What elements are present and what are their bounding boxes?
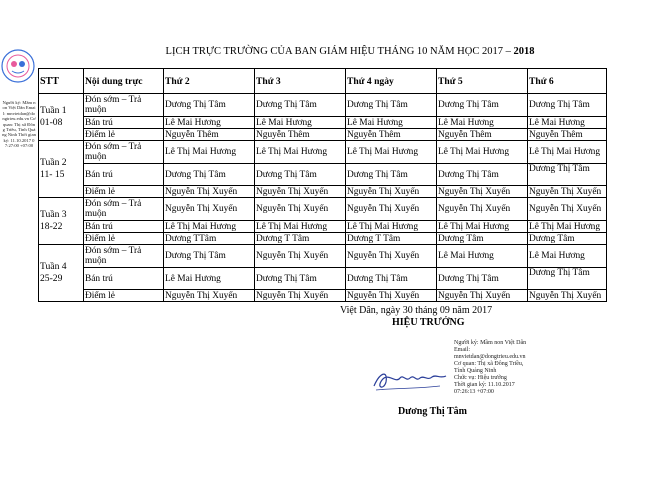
duty-cell: Lê Thị Mai Hương bbox=[164, 141, 255, 164]
duty-cell: Dương Thị Tâm bbox=[528, 268, 607, 290]
duty-cell: Dương Thị Tâm bbox=[255, 268, 346, 290]
duty-schedule-table bbox=[38, 68, 607, 302]
duty-cell: Dương T Tâm bbox=[346, 233, 437, 245]
table-row bbox=[39, 164, 607, 186]
table-row bbox=[39, 186, 607, 198]
sig-line: Tỉnh Quảng Ninh bbox=[454, 368, 497, 374]
week-cell bbox=[39, 198, 84, 245]
duty-cell: Dương Thị Tâm bbox=[164, 94, 255, 117]
duty-cell: Nguyễn Thị Xuyến bbox=[437, 198, 528, 221]
duty-cell: Dương Thị Tâm bbox=[164, 164, 255, 186]
sig-line: 07:26:13 +07:00 bbox=[454, 389, 494, 395]
duty-cell: Nguyễn Thị Xuyến bbox=[255, 198, 346, 221]
duty-cell: Lê Thị Mai Hương bbox=[346, 221, 437, 233]
table-row bbox=[39, 141, 607, 164]
duty-cell: Nguyễn Thị Xuyến bbox=[437, 186, 528, 198]
school-logo-icon bbox=[0, 48, 36, 84]
sig-line: Người ký: Mầm non Việt Dân bbox=[454, 340, 527, 346]
header-task: Nội dung trực bbox=[84, 69, 164, 94]
duty-cell: Lê Mai Hương bbox=[437, 117, 528, 129]
digital-signature-info bbox=[454, 340, 614, 396]
duty-cell: Lê Mai Hương bbox=[255, 117, 346, 129]
duty-cell: Dương Thị Tâm bbox=[346, 164, 437, 186]
duty-cell: Nguyễn Thị Xuyến bbox=[164, 198, 255, 221]
duty-cell: Lê Mai Hương bbox=[528, 117, 607, 129]
duty-cell: Nguyễn Thị Xuyến bbox=[346, 186, 437, 198]
duty-cell: Dương Thị Tâm bbox=[255, 164, 346, 186]
duty-cell: Lê Mai Hương bbox=[437, 245, 528, 268]
table-row bbox=[39, 268, 607, 290]
task-cell: Đón sớm – Trả muộn bbox=[84, 94, 164, 117]
duty-cell: Lê Thị Mai Hương bbox=[528, 221, 607, 233]
duty-cell: Dương Thị Tâm bbox=[528, 94, 607, 117]
task-cell: Bán trú bbox=[84, 164, 164, 186]
sig-line: Thời gian ký: 11.10.2017 bbox=[454, 382, 515, 388]
table-row bbox=[39, 233, 607, 245]
duty-cell: Nguyễn Thị Xuyến bbox=[255, 186, 346, 198]
week-cell bbox=[39, 94, 84, 141]
place-date: Việt Dân, ngày 30 tháng 09 năm 2017 bbox=[340, 305, 493, 316]
task-cell: Đón sớm – Trả muộn bbox=[84, 198, 164, 221]
duty-cell: Nguyễn Thêm bbox=[346, 129, 437, 141]
week-label: Tuần 4 bbox=[40, 261, 67, 272]
week-label: Tuần 2 bbox=[40, 157, 67, 168]
table-row bbox=[39, 94, 607, 117]
duty-cell: Nguyễn Thêm bbox=[255, 129, 346, 141]
task-cell: Bán trú bbox=[84, 268, 164, 290]
task-cell: Điểm lẻ bbox=[84, 233, 164, 245]
duty-cell: Dương Thị Tâm bbox=[164, 245, 255, 268]
duty-cell: Dương Thị Tâm bbox=[255, 94, 346, 117]
week-range: 25-29 bbox=[40, 273, 63, 284]
duty-cell: Dương T Tâm bbox=[255, 233, 346, 245]
table-row bbox=[39, 290, 607, 302]
duty-cell: Lê Mai Hương bbox=[164, 268, 255, 290]
duty-cell: Lê Mai Hương bbox=[164, 117, 255, 129]
duty-cell: Lê Mai Hương bbox=[528, 245, 607, 268]
table-row bbox=[39, 198, 607, 221]
task-cell: Bán trú bbox=[84, 221, 164, 233]
sig-line: Chức vụ: Hiệu trưởng bbox=[454, 375, 507, 381]
header-tuesday: Thứ 3 bbox=[255, 69, 346, 94]
sig-line: mnvietdan@dongtrieu.edu.vn bbox=[454, 354, 526, 360]
duty-cell: Lê Thị Mai Hương bbox=[346, 141, 437, 164]
duty-cell: Nguyễn Thị Xuyến bbox=[528, 290, 607, 302]
duty-cell: Nguyễn Thị Xuyến bbox=[255, 290, 346, 302]
task-cell: Điểm lẻ bbox=[84, 129, 164, 141]
header-thursday: Thứ 5 bbox=[437, 69, 528, 94]
duty-cell: Dương Tâm bbox=[437, 233, 528, 245]
handwritten-signature-icon bbox=[370, 364, 450, 394]
duty-cell: Dương Thị Tâm bbox=[437, 94, 528, 117]
duty-cell: Dương Thị Tâm bbox=[346, 268, 437, 290]
week-cell bbox=[39, 245, 84, 302]
header-monday: Thứ 2 bbox=[164, 69, 255, 94]
title-main: LỊCH TRỰC TRƯỜNG CỦA BAN GIÁM HIỆU THÁNG 10 NĂM HỌC 2017 – bbox=[165, 46, 514, 57]
table-row bbox=[39, 245, 607, 268]
duty-cell: Dương TTâm bbox=[164, 233, 255, 245]
title-year: 2018 bbox=[513, 46, 535, 57]
duty-cell: Nguyễn Thị Xuyến bbox=[255, 245, 346, 268]
table-row bbox=[39, 221, 607, 233]
duty-cell: Dương Thị Tâm bbox=[346, 94, 437, 117]
task-cell: Điểm lẻ bbox=[84, 290, 164, 302]
task-cell: Đón sớm – Trả muộn bbox=[84, 245, 164, 268]
table-row bbox=[39, 129, 607, 141]
duty-cell: Nguyễn Thêm bbox=[164, 129, 255, 141]
duty-cell: Lê Thị Mai Hương bbox=[437, 141, 528, 164]
week-range: 18-22 bbox=[40, 221, 63, 232]
week-label: Tuần 3 bbox=[40, 209, 67, 220]
sig-line: Cơ quan: Thị xã Đông Triều, bbox=[454, 361, 524, 367]
header-friday: Thứ 6 bbox=[528, 69, 607, 94]
duty-cell: Lê Thị Mai Hương bbox=[164, 221, 255, 233]
sig-line: Email: bbox=[454, 347, 470, 353]
duty-cell: Dương Thị Tâm bbox=[437, 268, 528, 290]
duty-cell: Nguyễn Thị Xuyến bbox=[346, 198, 437, 221]
duty-cell: Nguyễn Thị Xuyến bbox=[437, 290, 528, 302]
duty-cell: Nguyễn Thêm bbox=[528, 129, 607, 141]
duty-cell: Nguyễn Thị Xuyến bbox=[164, 186, 255, 198]
week-range: 11- 15 bbox=[40, 169, 65, 180]
duty-cell: Nguyễn Thị Xuyến bbox=[346, 290, 437, 302]
duty-cell: Lê Thị Mai Hương bbox=[437, 221, 528, 233]
week-range: 01-08 bbox=[40, 117, 63, 128]
header-wednesday: Thứ 4 ngày bbox=[346, 69, 437, 94]
document-title bbox=[60, 46, 640, 57]
header-stt: STT bbox=[39, 69, 84, 94]
header-row bbox=[39, 69, 607, 94]
side-signature-info: Người ký: Mầm non Việt Dân Email: mnvietdan@dongtrieu.edu.vn Cơ quan: Thị xã Đông Triều, Tỉnh Quảng Ninh Thời gian ký: 11.10.2017 07:27:00 +07:00 bbox=[2, 100, 36, 149]
duty-cell: Dương Thị Tâm bbox=[528, 164, 607, 186]
duty-cell: Nguyễn Thêm bbox=[437, 129, 528, 141]
signer-role: HIỆU TRƯỞNG bbox=[392, 317, 465, 328]
task-cell: Đón sớm – Trả muộn bbox=[84, 141, 164, 164]
task-cell: Bán trú bbox=[84, 117, 164, 129]
duty-cell: Lê Thị Mai Hương bbox=[528, 141, 607, 164]
duty-cell: Lê Thị Mai Hương bbox=[255, 221, 346, 233]
signer-name: Dương Thị Tâm bbox=[398, 406, 467, 417]
duty-cell: Lê Thị Mai Hương bbox=[255, 141, 346, 164]
week-label: Tuần 1 bbox=[40, 105, 67, 116]
duty-cell: Dương Tâm bbox=[528, 233, 607, 245]
duty-cell: Lê Mai Hương bbox=[346, 117, 437, 129]
duty-cell: Nguyễn Thị Xuyến bbox=[528, 198, 607, 221]
duty-cell: Nguyễn Thị Xuyến bbox=[528, 186, 607, 198]
duty-cell: Nguyễn Thị Xuyến bbox=[346, 245, 437, 268]
task-cell: Điểm lẻ bbox=[84, 186, 164, 198]
duty-cell: Nguyễn Thị Xuyến bbox=[164, 290, 255, 302]
week-cell bbox=[39, 141, 84, 198]
table-row bbox=[39, 117, 607, 129]
duty-cell: Dương Thị Tâm bbox=[437, 164, 528, 186]
